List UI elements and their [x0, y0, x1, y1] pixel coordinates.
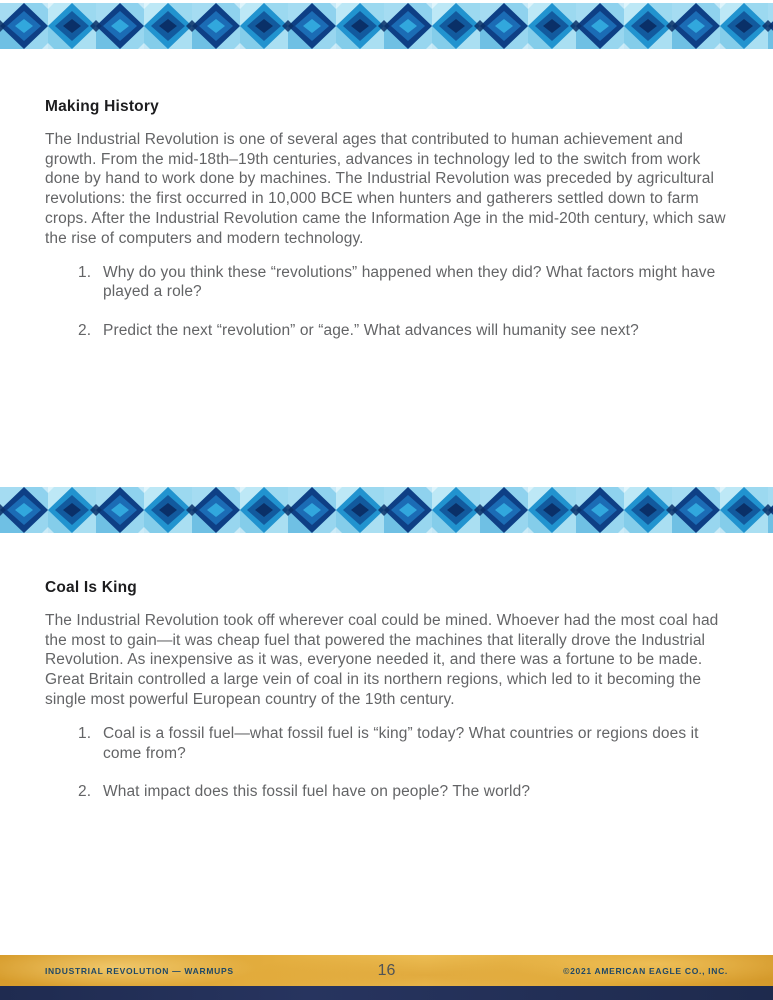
question-item [45, 263, 735, 303]
page-footer [0, 955, 773, 986]
question-text: What impact does this fossil fuel have on people? The world? [103, 783, 531, 801]
footer-book-title: INDUSTRIAL REVOLUTION — WARMUPS [45, 965, 234, 976]
question-list [45, 263, 735, 341]
question-list [45, 724, 735, 802]
footer-copyright: ©2021 AMERICAN EAGLE CO., INC. [563, 965, 728, 976]
question-text: Coal is a fossil fuel—what fossil fuel is “king” today? What countries or regions does it come from? [103, 724, 699, 762]
question-item [45, 782, 735, 802]
banner-pattern-graphic [0, 3, 773, 49]
geometric-pattern-banner-top [0, 3, 773, 49]
banner-pattern-graphic [0, 487, 773, 533]
question-item [45, 321, 735, 341]
section-body: The Industrial Revolution took off wherever coal could be mined. Whoever had the most coal had the most to gain—it was cheap fuel that powered the machines that literally drove the Industrial Revolution. As inexpensive as it was, everyone needed it, and there was a fortune to be made. Great Britain controlled a large vein of coal in its northern regions, which led to it becoming the single most powerful European country of the 19th century. [45, 611, 719, 708]
section-title: Coal Is King [45, 579, 137, 596]
section-coal-is-king [45, 578, 735, 821]
section-making-history [45, 97, 735, 360]
geometric-pattern-banner-middle [0, 487, 773, 533]
bottom-edge-strip [0, 986, 773, 1000]
question-item [45, 724, 735, 764]
question-text: Why do you think these “revolutions” happened when they did? What factors might have played a role? [103, 263, 716, 301]
page-number: 16 [377, 961, 396, 979]
section-body: The Industrial Revolution is one of several ages that contributed to human achievement and growth. From the mid-18th–19th centuries, advances in technology led to the switch from work done by hand to work done by machines. The Industrial Revolution was preceded by agricultural revolutions: the first occurred in 10,000 BCE when hunters and gatherers settled down to farm crops. After the Industrial Revolution came the Information Age in the mid-20th century, which saw the rise of computers and modern technology. [45, 130, 726, 247]
question-text: Predict the next “revolution” or “age.” What advances will humanity see next? [103, 322, 639, 340]
section-title: Making History [45, 98, 159, 115]
